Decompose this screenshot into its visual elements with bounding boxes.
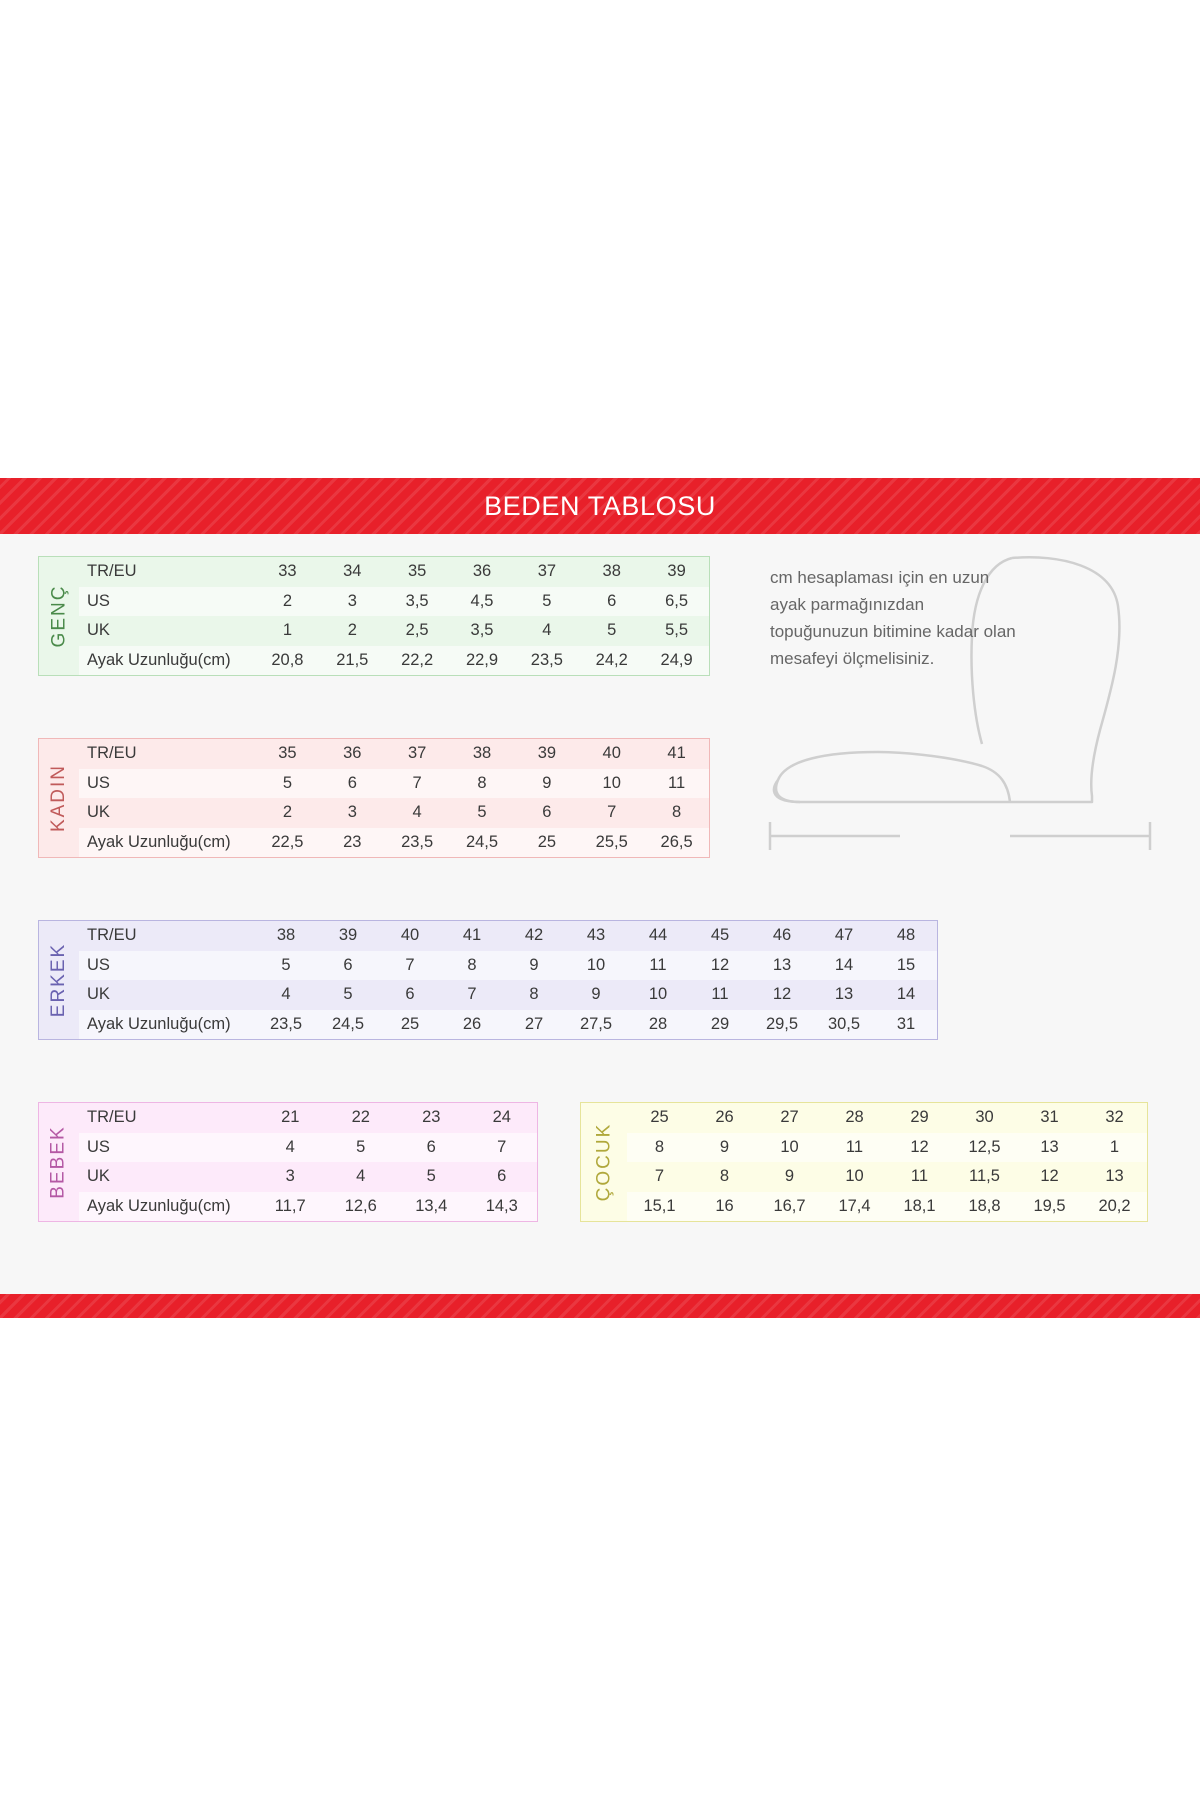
cell: 11: [845, 1137, 864, 1156]
cell: 37: [407, 744, 427, 763]
cell: 23: [343, 832, 362, 851]
cell: 5: [542, 591, 552, 610]
cell: 6,5: [665, 591, 689, 610]
row-cells: [627, 1138, 1147, 1157]
cell: 4: [542, 621, 552, 640]
cell: 3,5: [405, 591, 429, 610]
cell: 48: [896, 926, 916, 945]
cell: 8: [671, 803, 682, 822]
table-row: [79, 951, 937, 981]
group-label-erkek: [39, 921, 79, 1039]
cell: 5: [356, 1137, 366, 1156]
cell: 21,5: [336, 650, 369, 669]
cell: 24,9: [660, 650, 693, 669]
cell: 22,5: [271, 832, 304, 851]
size-group-erkek: [38, 920, 938, 1040]
row-cells: [255, 926, 937, 945]
cell: 3: [347, 591, 357, 610]
table-row: [79, 1010, 937, 1040]
row-cells: [255, 562, 709, 581]
cell: 24,5: [331, 1014, 365, 1033]
cell: 18,1: [903, 1196, 936, 1215]
cell: 13: [1040, 1137, 1059, 1156]
cell: 37: [537, 562, 557, 581]
cell: 30,5: [827, 1014, 861, 1033]
group-label-bebek-text: BEBEK: [48, 1125, 69, 1199]
cell: 23,5: [401, 832, 434, 851]
cell: 7: [467, 985, 477, 1004]
cell: 11: [910, 1167, 929, 1186]
cell: 14: [896, 985, 916, 1004]
cell: 33: [278, 562, 297, 581]
row-header: TR/EU: [87, 1108, 137, 1127]
cell: 25: [400, 1014, 420, 1033]
cell: 40: [400, 926, 420, 945]
table-row: [79, 739, 709, 769]
cell: 10: [602, 773, 621, 792]
size-group-cocuk: [580, 1102, 1148, 1222]
group-label-bebek: [39, 1103, 79, 1221]
cell: 22,9: [465, 650, 499, 669]
cell: 5: [607, 621, 617, 640]
cell: 3: [285, 1167, 295, 1186]
cell: 24: [492, 1108, 511, 1127]
cell: 24,2: [595, 650, 628, 669]
cell: 45: [710, 926, 730, 945]
table-row: [627, 1192, 1147, 1222]
cell: 47: [834, 926, 854, 945]
cell: 12,6: [344, 1196, 377, 1215]
cell: 8: [529, 985, 539, 1004]
cell: 25: [650, 1108, 669, 1127]
cell: 4,5: [470, 591, 494, 610]
row-cells: [255, 985, 937, 1004]
cell: 2: [282, 803, 293, 822]
cell: 3,5: [470, 621, 494, 640]
cell: 19,5: [1033, 1196, 1066, 1215]
cell: 5: [343, 985, 353, 1004]
cell: 12: [710, 955, 730, 974]
group-table-kadin: [79, 739, 709, 857]
row-header: UK: [87, 621, 110, 640]
cell: 35: [278, 744, 297, 763]
row-cells: [255, 1108, 537, 1127]
table-row: [627, 1103, 1147, 1133]
row-header: TR/EU: [87, 744, 137, 763]
cell: 34: [343, 562, 362, 581]
table-row: [79, 921, 937, 951]
cell: 8: [477, 773, 487, 792]
cell: 9: [719, 1137, 730, 1156]
row-header: Ayak Uzunluğu(cm): [87, 832, 231, 851]
cell: 14,3: [485, 1196, 518, 1215]
cell: 12: [910, 1137, 929, 1156]
cell: 13: [834, 985, 854, 1004]
table-row: [79, 1192, 537, 1222]
cell: 40: [602, 744, 621, 763]
cell: 4: [412, 803, 422, 822]
cell: 11: [711, 985, 729, 1004]
cell: 26,5: [660, 832, 693, 851]
row-header: Ayak Uzunluğu(cm): [87, 1014, 231, 1033]
row-cells: [255, 1138, 537, 1157]
cell: 27: [780, 1108, 799, 1127]
cell: 9: [542, 773, 552, 792]
cell: 11,7: [274, 1196, 306, 1215]
row-cells: [255, 744, 709, 763]
cell: 5: [281, 955, 291, 974]
cell: 6: [542, 803, 552, 822]
cell: 24,5: [465, 832, 499, 851]
cell: 13: [1105, 1167, 1124, 1186]
cell: 43: [586, 926, 606, 945]
size-group-kadin: [38, 738, 710, 858]
cell: 27,5: [579, 1014, 613, 1033]
row-cells: [255, 651, 709, 670]
cell: 5: [426, 1167, 436, 1186]
cell: 10: [586, 955, 606, 974]
cell: 14: [834, 955, 854, 974]
measure-instructions: cm hesaplaması için en uzun ayak parmağınızdan topuğunuzun bitimine kadar olan mesafeyi ölçmelisiniz.: [770, 568, 1016, 668]
row-cells: [255, 621, 709, 640]
cell: 7: [654, 1167, 665, 1186]
group-label-kadin: [39, 739, 79, 857]
cell: 22: [351, 1108, 370, 1127]
cell: 20,2: [1098, 1196, 1131, 1215]
cell: 41: [667, 744, 686, 763]
group-label-cocuk: [581, 1103, 627, 1221]
cell: 36: [472, 562, 492, 581]
cell: 10: [780, 1137, 799, 1156]
cell: 17,4: [838, 1196, 871, 1215]
cm-measure-ruler-icon: [760, 806, 1160, 866]
group-table-erkek: [79, 921, 937, 1039]
cell: 12: [772, 985, 792, 1004]
cell: 42: [524, 926, 544, 945]
cell: 27: [524, 1014, 544, 1033]
group-table-cocuk: [627, 1103, 1147, 1221]
row-header: TR/EU: [87, 562, 137, 581]
cell: 7: [497, 1137, 507, 1156]
row-cells: [255, 956, 937, 975]
cell: 2: [347, 621, 357, 640]
cell: 8: [719, 1167, 730, 1186]
cell: 22,2: [401, 650, 434, 669]
cell: 7: [405, 955, 415, 974]
cell: 23,5: [530, 650, 563, 669]
row-header: UK: [87, 985, 110, 1004]
cell: 5,5: [665, 621, 689, 640]
cell: 13: [772, 955, 792, 974]
cell: 25: [537, 832, 557, 851]
size-chart-card: [0, 478, 1200, 1318]
group-label-kadin-text: KADIN: [48, 763, 70, 833]
group-label-genc-text: GENÇ: [48, 584, 69, 648]
cell: 4: [281, 985, 291, 1004]
cell: 23: [422, 1108, 441, 1127]
cell: 12,5: [968, 1137, 1001, 1156]
cell: 18,8: [968, 1196, 1001, 1215]
row-cells: [255, 833, 709, 852]
group-label-genc: [39, 557, 79, 675]
cell: 25,5: [595, 832, 628, 851]
cell: 13,4: [415, 1196, 448, 1215]
cell: 6: [343, 955, 353, 974]
cell: 2,5: [405, 621, 429, 640]
cell: 5: [477, 803, 487, 822]
table-row: [79, 557, 709, 587]
table-row: [79, 646, 709, 676]
cell: 39: [338, 926, 358, 945]
cell: 15: [896, 955, 916, 974]
cell: 31: [896, 1014, 916, 1033]
cell: 7: [412, 773, 422, 792]
cell: 1: [1109, 1137, 1120, 1156]
table-row: [79, 1162, 537, 1192]
cell: 36: [343, 744, 362, 763]
table-row: [79, 828, 709, 858]
row-header: US: [87, 773, 110, 792]
cell: 4: [285, 1137, 295, 1156]
cell: 41: [462, 926, 482, 945]
cell: 9: [529, 955, 539, 974]
cell: 6: [426, 1137, 436, 1156]
cell: 39: [537, 744, 557, 763]
row-header: TR/EU: [87, 926, 137, 945]
cell: 10: [648, 985, 668, 1004]
cell: 30: [975, 1108, 994, 1127]
group-table-genc: [79, 557, 709, 675]
cell: 9: [784, 1167, 795, 1186]
cell: 26: [462, 1014, 482, 1033]
row-cells: [255, 592, 709, 611]
chart-body: [0, 534, 1200, 1294]
footer-bar: [0, 1294, 1200, 1318]
cell: 29,5: [765, 1014, 799, 1033]
cell: 11: [668, 773, 686, 792]
table-row: [627, 1133, 1147, 1163]
cell: 38: [602, 562, 621, 581]
cell: 29: [910, 1108, 929, 1127]
cell: 44: [648, 926, 668, 945]
cell: 6: [405, 985, 415, 1004]
cell: 35: [407, 562, 427, 581]
row-cells: [255, 774, 709, 793]
cell: 6: [497, 1167, 507, 1186]
row-header: Ayak Uzunluğu(cm): [87, 1196, 231, 1215]
cell: 2: [282, 591, 293, 610]
table-row: [79, 980, 937, 1010]
table-row: [79, 798, 709, 828]
page-title: BEDEN TABLOSU: [484, 491, 716, 521]
table-row: [79, 769, 709, 799]
cell: 29: [710, 1014, 730, 1033]
row-cells: [255, 1015, 937, 1034]
group-table-bebek: [79, 1103, 537, 1221]
table-row: [79, 587, 709, 617]
cell: 31: [1040, 1108, 1059, 1127]
table-row: [79, 1103, 537, 1133]
cell: 20,8: [271, 650, 304, 669]
cell: 8: [467, 955, 477, 974]
row-header: Ayak Uzunluğu(cm): [87, 650, 231, 669]
cell: 46: [772, 926, 792, 945]
cell: 26: [715, 1108, 734, 1127]
cell: 5: [282, 773, 293, 792]
cell: 10: [845, 1167, 864, 1186]
size-group-genc: [38, 556, 710, 676]
cell: 28: [648, 1014, 668, 1033]
row-header: US: [87, 591, 110, 610]
cell: 3: [347, 803, 357, 822]
cell: 7: [607, 803, 617, 822]
size-group-bebek: [38, 1102, 538, 1222]
cell: 6: [347, 773, 357, 792]
row-cells: [255, 1167, 537, 1186]
cell: 1: [282, 621, 293, 640]
cell: 38: [472, 744, 492, 763]
table-row: [79, 616, 709, 646]
cell: 23,5: [269, 1014, 303, 1033]
cell: 15,1: [643, 1196, 676, 1215]
row-header: US: [87, 1137, 110, 1156]
group-label-cocuk-text: ÇOCUK: [593, 1122, 614, 1202]
row-cells: [255, 803, 709, 822]
cell: 21: [281, 1108, 300, 1127]
cell: 8: [654, 1137, 665, 1156]
row-header: US: [87, 955, 110, 974]
cell: 32: [1105, 1108, 1124, 1127]
table-row: [79, 1133, 537, 1163]
row-cells: [255, 1197, 537, 1216]
row-header: UK: [87, 1167, 110, 1186]
cell: 6: [607, 591, 617, 610]
table-row: [627, 1162, 1147, 1192]
cell: 4: [356, 1167, 366, 1186]
cell: 12: [1040, 1167, 1059, 1186]
row-cells: [627, 1167, 1147, 1186]
cell: 9: [591, 985, 601, 1004]
cell: 39: [667, 562, 686, 581]
row-cells: [627, 1197, 1147, 1216]
cell: 11: [649, 955, 667, 974]
group-label-erkek-text: ERKEK: [48, 942, 70, 1018]
row-header: UK: [87, 803, 110, 822]
cell: 16,7: [773, 1196, 806, 1215]
cell: 38: [276, 926, 296, 945]
row-cells: [627, 1108, 1147, 1127]
cell: 28: [845, 1108, 864, 1127]
cell: 11,5: [969, 1167, 1000, 1186]
cell: 16: [715, 1196, 734, 1215]
